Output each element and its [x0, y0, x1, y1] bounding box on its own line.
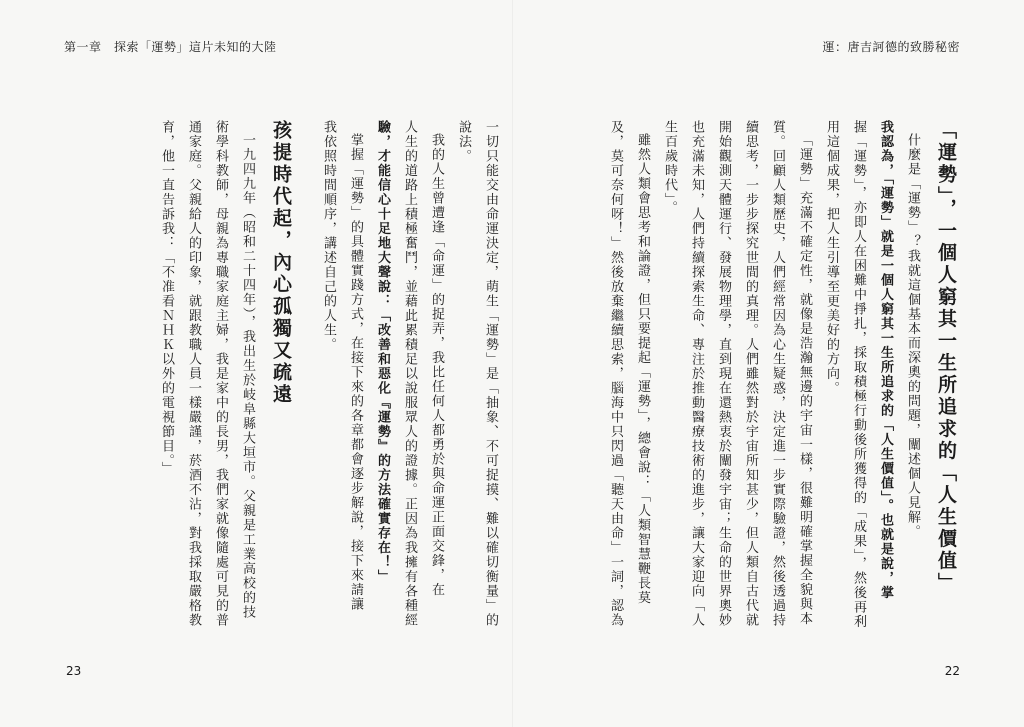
text-column: 及，莫可奈何呀！」然後放棄繼續思索，腦海中只閃過「聽天由命」一詞，認為: [608, 120, 623, 628]
section-heading: 「運勢」，一個人窮其一生所追求的「人生價值」: [935, 120, 957, 595]
text-column: 掌握「運勢」的具體實踐方式，在接下來的各章都會逐步解說，接下來請讓: [348, 133, 363, 612]
text-column: 我的人生曾遭逢「命運」的捉弄，我比任何人都勇於與命運正面交鋒，在: [429, 133, 444, 597]
spread-gutter: [512, 0, 513, 727]
section-heading: 孩提時代起，內心孤獨又疏遠: [270, 120, 292, 406]
text-column: 開始觀測天體運行、發展物理學，直到現在還熱衷於闡發宇宙；生命的世界奧妙: [716, 120, 731, 628]
text-column: 通家庭。父親給人的印象，就跟教職人員一樣嚴謹，菸酒不沾，對我採取嚴格教: [186, 120, 201, 628]
text-column: 質。回顧人類歷史，人們經常因為心生疑惑，決定進一步實際驗證，然後透過持: [770, 120, 785, 628]
running-header-chapter: 第一章 探索「運勢」這片未知的大陸: [64, 40, 277, 54]
text-column: 我認為，「運勢」就是一個人窮其一生所追求的「人生價值」。也就是說，掌: [878, 120, 893, 600]
text-column: 人生的道路上積極奮鬥，並藉此累積足以說服眾人的證據。正因為我擁有各種經: [402, 120, 417, 628]
right-page-body: [520, 120, 966, 640]
text-column: 我依照時間順序，講述自己的人生。: [321, 120, 336, 352]
page-number-left: 23: [66, 664, 82, 678]
text-column: 說法。: [456, 120, 471, 164]
text-column: 續思考，一步步探究世間的真理。人們雖然對於宇宙所知甚少，但人類自古代就: [743, 120, 758, 628]
text-column: 「運勢」充滿不確定性，就像是浩瀚無邊的宇宙一樣，很難明確掌握全貌與本: [797, 133, 812, 626]
page-number-right: 22: [944, 664, 960, 678]
text-column: 也充滿未知，人們持續探索生命、專注於推動醫療技術的進步，讓大家迎向「人: [689, 120, 704, 628]
text-column: 握「運勢」，亦即人在困難中掙扎，採取積極行動後所獲得的「成果」，然後再利: [851, 120, 866, 629]
text-column: 雖然人類會思考和論證，但只要提起「運勢」，總會說：「人類智慧鞭長莫: [635, 133, 650, 605]
text-column: 一切只能交由命運決定，萌生「運勢」是「抽象、不可捉摸、難以確切衡量」的: [483, 120, 498, 628]
text-column: 術學科教師，母親為專職家庭主婦，我是家中的長男，我們家就像隨處可見的普: [213, 120, 228, 628]
text-column: 什麼是「運勢」？我就這個基本而深奧的問題，闡述個人見解。: [905, 133, 920, 539]
running-header-book-title: 運：唐吉訶德的致勝秘密: [822, 40, 960, 54]
text-column: 驗，才能信心十足地大聲說：「改善和惡化『運勢』的方法確實存在！」: [375, 120, 390, 584]
text-column: 一九四九年（昭和二十四年），我出生於岐阜縣大垣市。父親是工業高校的技: [240, 133, 255, 620]
text-column: 育，他一直告訴我：「不准看ＮＨＫ以外的電視節目。」: [159, 120, 174, 476]
column-spacer: [301, 120, 315, 640]
text-column: 用這個成果，把人生引導至更美好的方向。: [824, 120, 839, 396]
left-page-body: [66, 120, 504, 640]
text-column: 生百歲時代」。: [662, 120, 677, 215]
